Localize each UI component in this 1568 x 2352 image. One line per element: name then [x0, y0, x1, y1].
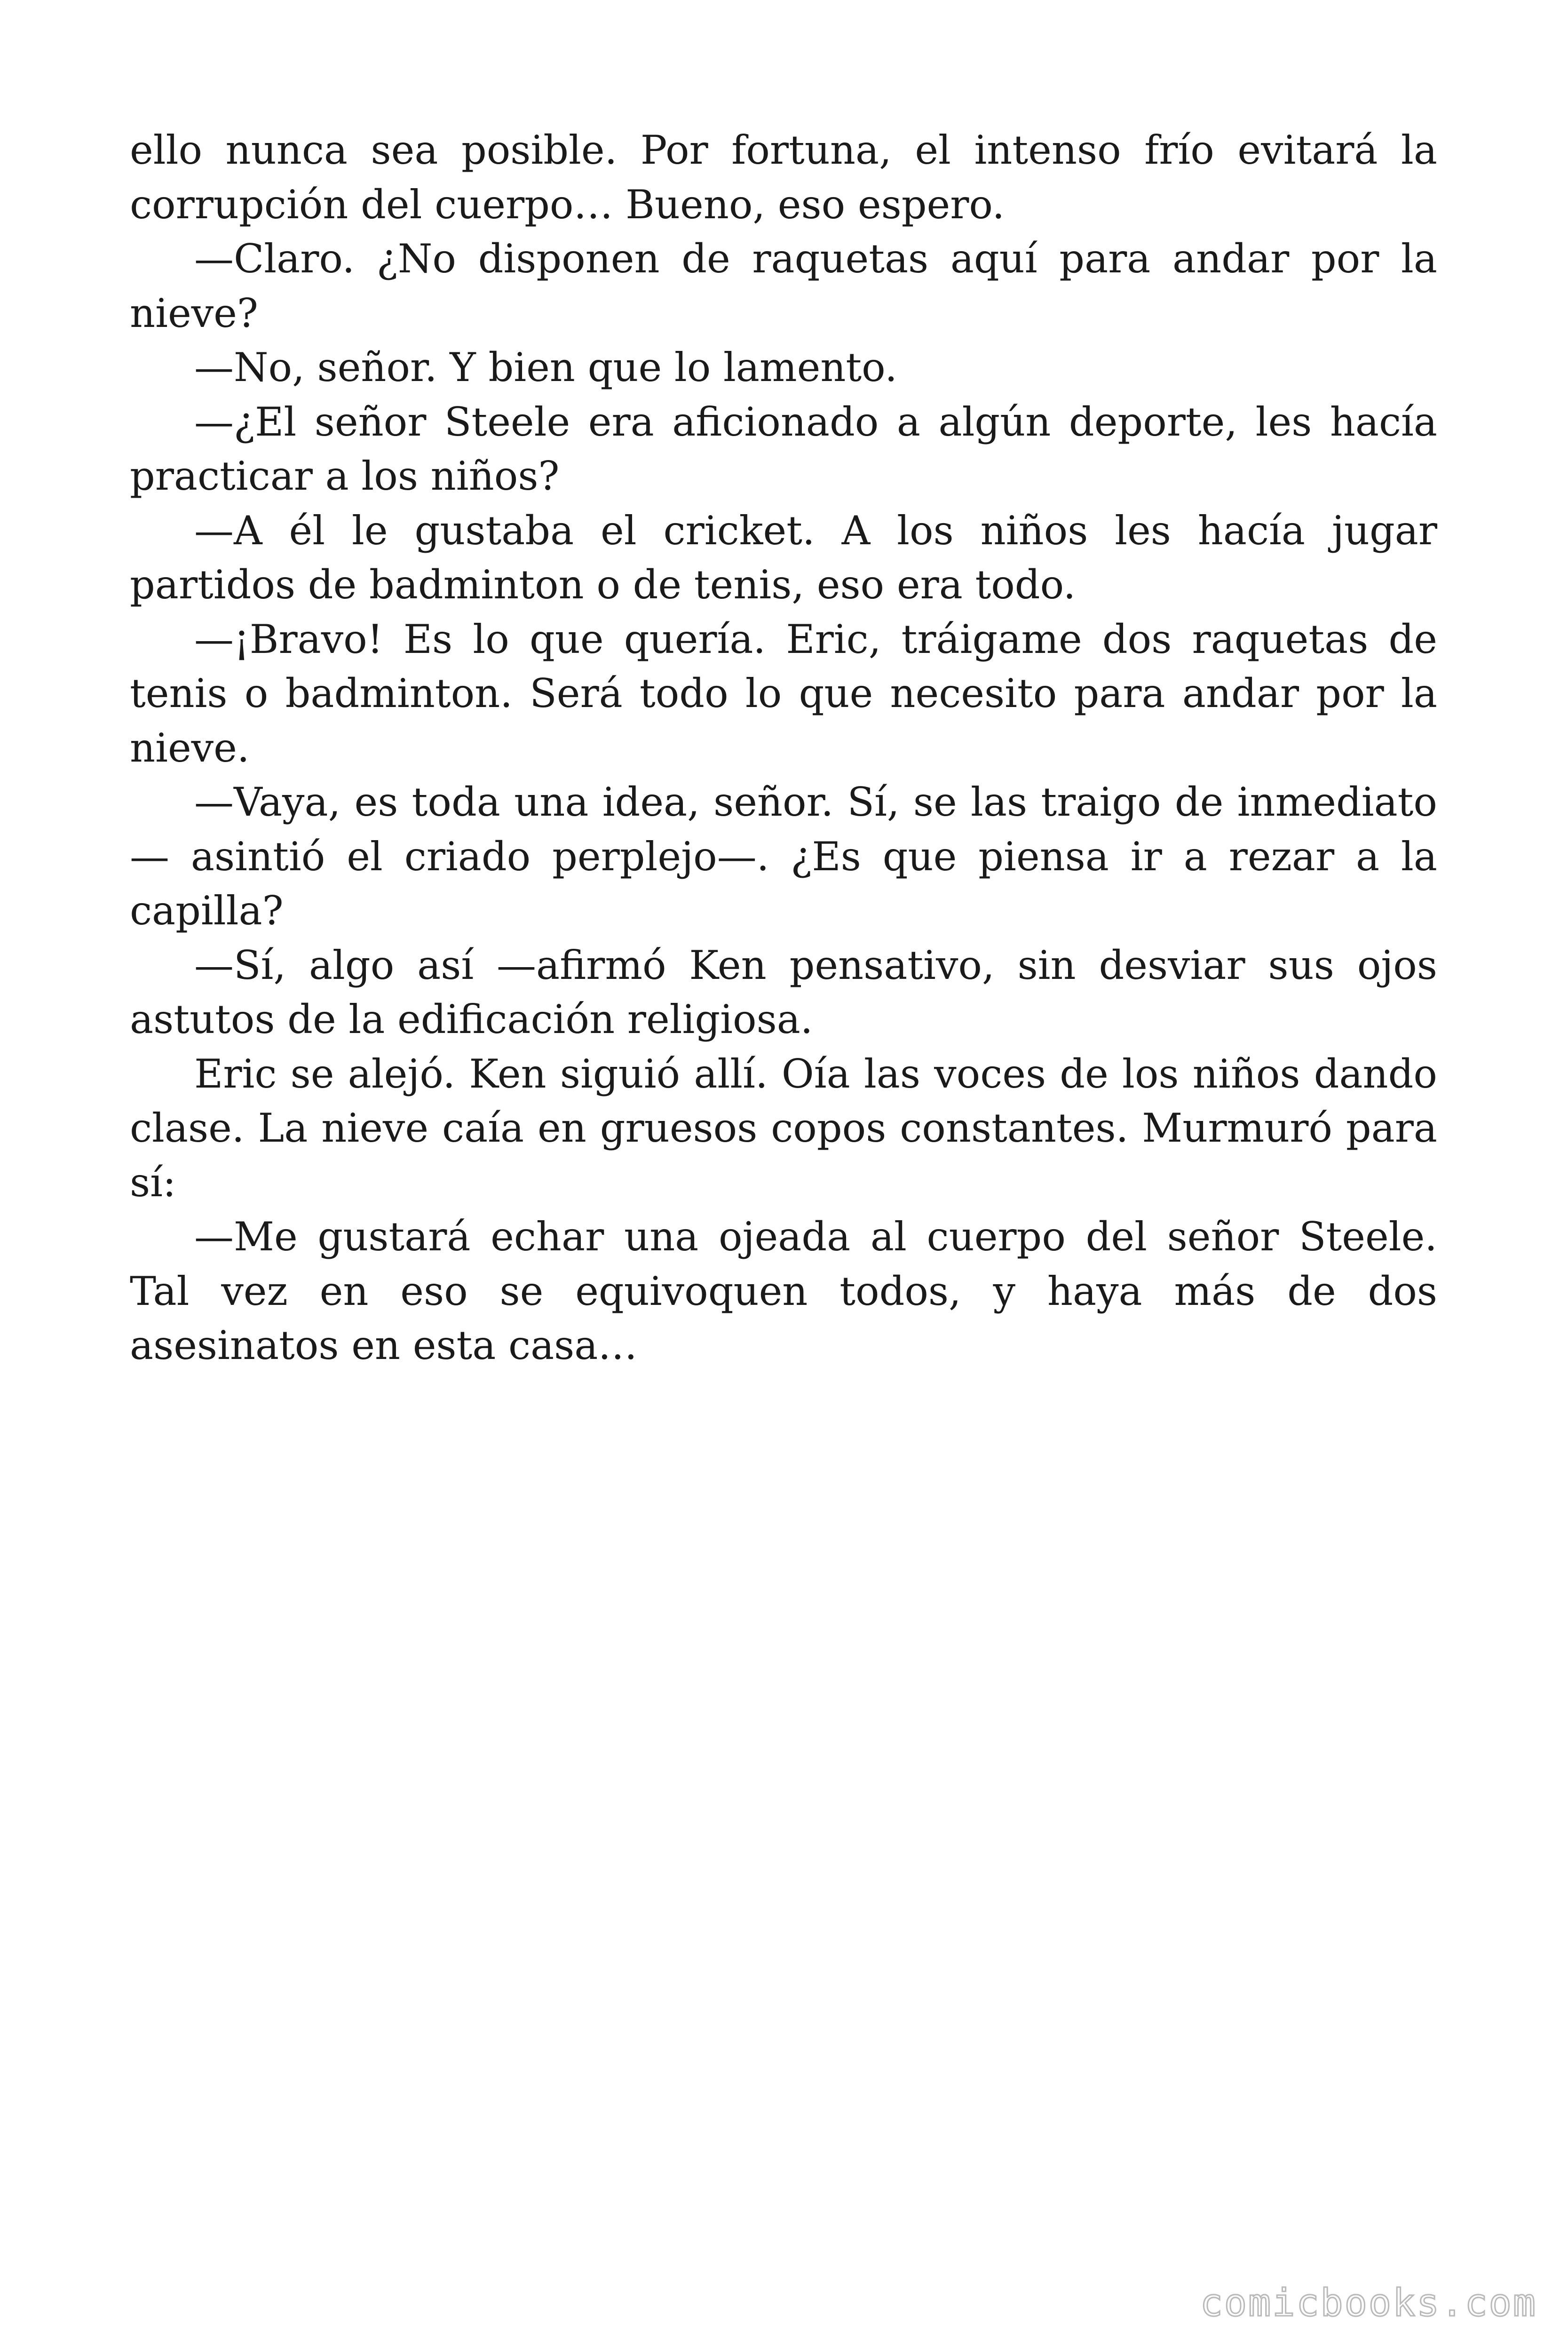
paragraph: Eric se alejó. Ken siguió allí. Oía las voces de los niños dando clase. La nieve caía en gruesos copos constantes. Murmuró para sí: — [130, 1050, 1437, 1206]
page-body — [130, 123, 1437, 1373]
watermark: comicbooks.com — [1200, 2281, 1537, 2325]
paragraph: —Me gustará echar una ojeada al cuerpo del señor Steele. Tal vez en eso se equivoquen todos, y haya más de dos asesinatos en esta casa… — [130, 1214, 1437, 1368]
paragraph: —No, señor. Y bien que lo lamento. — [194, 344, 897, 390]
paragraph: —Vaya, es toda una idea, señor. Sí, se las traigo de inmediato — asintió el criado perplejo—. ¿Es que piensa ir a rezar a la capilla? — [130, 779, 1437, 934]
paragraph: —Claro. ¿No disponen de raquetas aquí para andar por la nieve? — [130, 236, 1437, 336]
paragraph: —¡Bravo! Es lo que quería. Eric, tráigame dos raquetas de tenis o badminton. Será todo lo que necesito para andar por la nieve. — [130, 616, 1437, 771]
paragraph: —¿El señor Steele era aficionado a algún deporte, les hacía practicar a los niños? — [130, 398, 1437, 499]
paragraph: —A él le gustaba el cricket. A los niños les hacía jugar partidos de badminton o de tenis, eso era todo. — [130, 507, 1437, 608]
paragraph: ello nunca sea posible. Por fortuna, el intenso frío evitará la corrupción del cuerpo… Bueno, eso espero. — [130, 127, 1437, 228]
paragraph: —Sí, algo así —afirmó Ken pensativo, sin desviar sus ojos astutos de la edificación religiosa. — [130, 942, 1437, 1042]
